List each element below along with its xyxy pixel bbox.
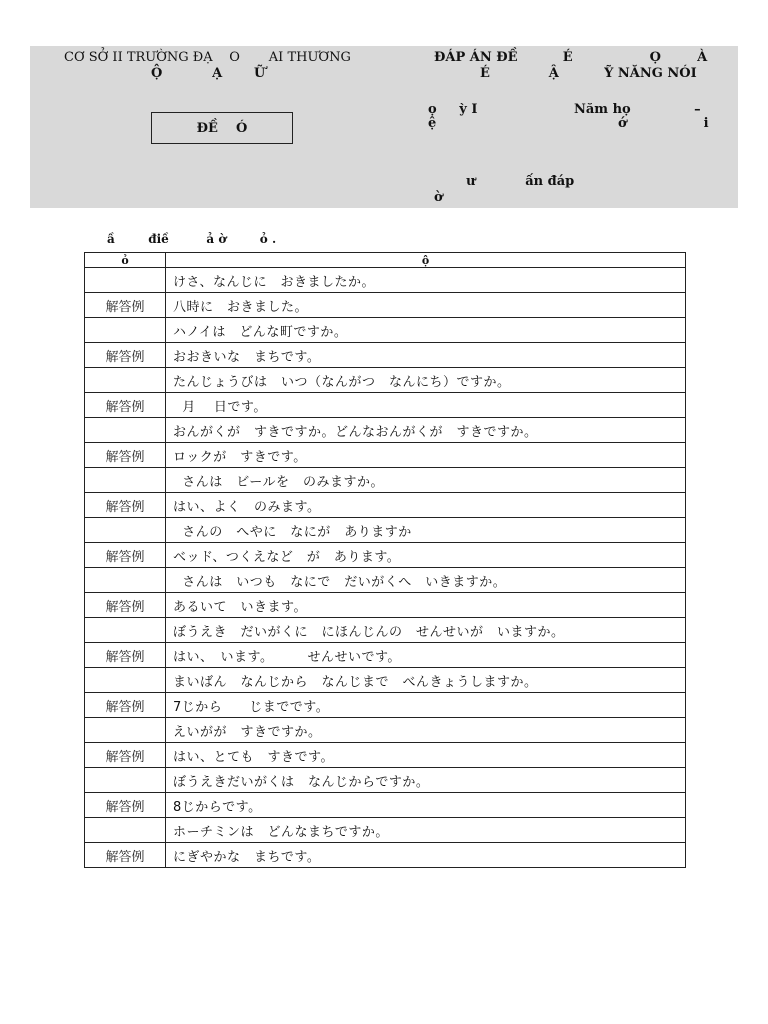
row-label bbox=[85, 418, 166, 443]
question-text: けさ、なんじに おきましたか。 bbox=[166, 268, 686, 293]
answer-row bbox=[85, 343, 686, 368]
question-row bbox=[85, 818, 686, 843]
school-year-sub: ớ i bbox=[618, 116, 709, 131]
question-row bbox=[85, 768, 686, 793]
answer-text: はい、とても すきです。 bbox=[166, 743, 686, 768]
term-label: ọ ỳ I bbox=[428, 102, 478, 117]
question-text: さんの へやに なにが ありますか bbox=[166, 518, 686, 543]
row-label: 解答例 bbox=[85, 293, 166, 318]
answer-text: にぎやかな まちです。 bbox=[166, 843, 686, 868]
column-header-number: ỏ bbox=[85, 253, 166, 268]
question-row bbox=[85, 568, 686, 593]
row-label: 解答例 bbox=[85, 493, 166, 518]
row-label: 解答例 bbox=[85, 543, 166, 568]
question-text: さんは ビールを のみますか。 bbox=[166, 468, 686, 493]
answer-row bbox=[85, 843, 686, 868]
row-label: 解答例 bbox=[85, 343, 166, 368]
term-sub: ệ bbox=[428, 116, 437, 131]
answer-format-label: ư ấn đáp bbox=[466, 174, 575, 189]
question-text: えいがが すきですか。 bbox=[166, 718, 686, 743]
question-row bbox=[85, 318, 686, 343]
column-header-content: ộ bbox=[166, 253, 686, 268]
question-text: おんがくが すきですか。どんなおんがくが すきですか。 bbox=[166, 418, 686, 443]
department-name: Ộ Ạ Ữ bbox=[151, 66, 266, 81]
answer-text: 7じから じまでです。 bbox=[166, 693, 686, 718]
answer-text: 8じからです。 bbox=[166, 793, 686, 818]
row-label: 解答例 bbox=[85, 693, 166, 718]
row-label: 解答例 bbox=[85, 643, 166, 668]
row-label bbox=[85, 318, 166, 343]
answer-row bbox=[85, 443, 686, 468]
answer-text: 月 日です。 bbox=[166, 393, 686, 418]
row-label: 解答例 bbox=[85, 593, 166, 618]
question-table bbox=[84, 252, 686, 868]
question-row bbox=[85, 468, 686, 493]
row-label: 解答例 bbox=[85, 443, 166, 468]
answer-row bbox=[85, 543, 686, 568]
question-row bbox=[85, 418, 686, 443]
answer-row bbox=[85, 643, 686, 668]
row-label: 解答例 bbox=[85, 843, 166, 868]
question-row bbox=[85, 518, 686, 543]
row-label: 解答例 bbox=[85, 743, 166, 768]
row-label bbox=[85, 368, 166, 393]
question-row bbox=[85, 718, 686, 743]
row-label bbox=[85, 718, 166, 743]
answer-text: あるいて いきます。 bbox=[166, 593, 686, 618]
row-label: 解答例 bbox=[85, 393, 166, 418]
answer-row bbox=[85, 293, 686, 318]
instruction-text: ầ điề ả ờ ỏ . bbox=[107, 232, 277, 246]
answer-key-subtitle: É Ậ Ỹ NĂNG NÓI bbox=[480, 66, 697, 81]
answer-format-sub: ờ bbox=[434, 190, 443, 205]
exam-header bbox=[30, 46, 738, 208]
question-row bbox=[85, 618, 686, 643]
answer-row bbox=[85, 593, 686, 618]
question-text: さんは いつも なにで だいがくへ いきますか。 bbox=[166, 568, 686, 593]
answer-text: おおきいな まちです。 bbox=[166, 343, 686, 368]
row-label bbox=[85, 818, 166, 843]
exam-code-box: ĐỀ Ó bbox=[151, 112, 293, 144]
answer-text: 八時に おきました。 bbox=[166, 293, 686, 318]
question-text: まいばん なんじから なんじまで べんきょうしますか。 bbox=[166, 668, 686, 693]
question-row bbox=[85, 368, 686, 393]
row-label bbox=[85, 268, 166, 293]
answer-text: はい、よく のみます。 bbox=[166, 493, 686, 518]
answer-row bbox=[85, 493, 686, 518]
question-text: ハノイは どんな町ですか。 bbox=[166, 318, 686, 343]
row-label bbox=[85, 468, 166, 493]
question-text: たんじょうびは いつ（なんがつ なんにち）ですか。 bbox=[166, 368, 686, 393]
answer-text: はい、 います。 せんせいです。 bbox=[166, 643, 686, 668]
school-year: Năm họ – bbox=[574, 102, 701, 117]
row-label bbox=[85, 568, 166, 593]
row-label bbox=[85, 768, 166, 793]
row-label bbox=[85, 518, 166, 543]
question-text: ぼうえきだいがくは なんじからですか。 bbox=[166, 768, 686, 793]
row-label bbox=[85, 668, 166, 693]
answer-row bbox=[85, 793, 686, 818]
answer-key-title: ĐÁP ÁN ĐỀ É Ọ À bbox=[434, 50, 708, 65]
school-name: CƠ SỞ II TRƯỜNG ĐẠ O AI THƯƠNG bbox=[64, 50, 351, 65]
table-header-row bbox=[85, 253, 686, 268]
question-row bbox=[85, 268, 686, 293]
row-label bbox=[85, 618, 166, 643]
question-text: ホーチミンは どんなまちですか。 bbox=[166, 818, 686, 843]
row-label: 解答例 bbox=[85, 793, 166, 818]
answer-text: ベッド、つくえなど が あります。 bbox=[166, 543, 686, 568]
answer-text: ロックが すきです。 bbox=[166, 443, 686, 468]
question-row bbox=[85, 668, 686, 693]
answer-row bbox=[85, 743, 686, 768]
question-text: ぼうえき だいがくに にほんじんの せんせいが いますか。 bbox=[166, 618, 686, 643]
answer-row bbox=[85, 393, 686, 418]
answer-row bbox=[85, 693, 686, 718]
